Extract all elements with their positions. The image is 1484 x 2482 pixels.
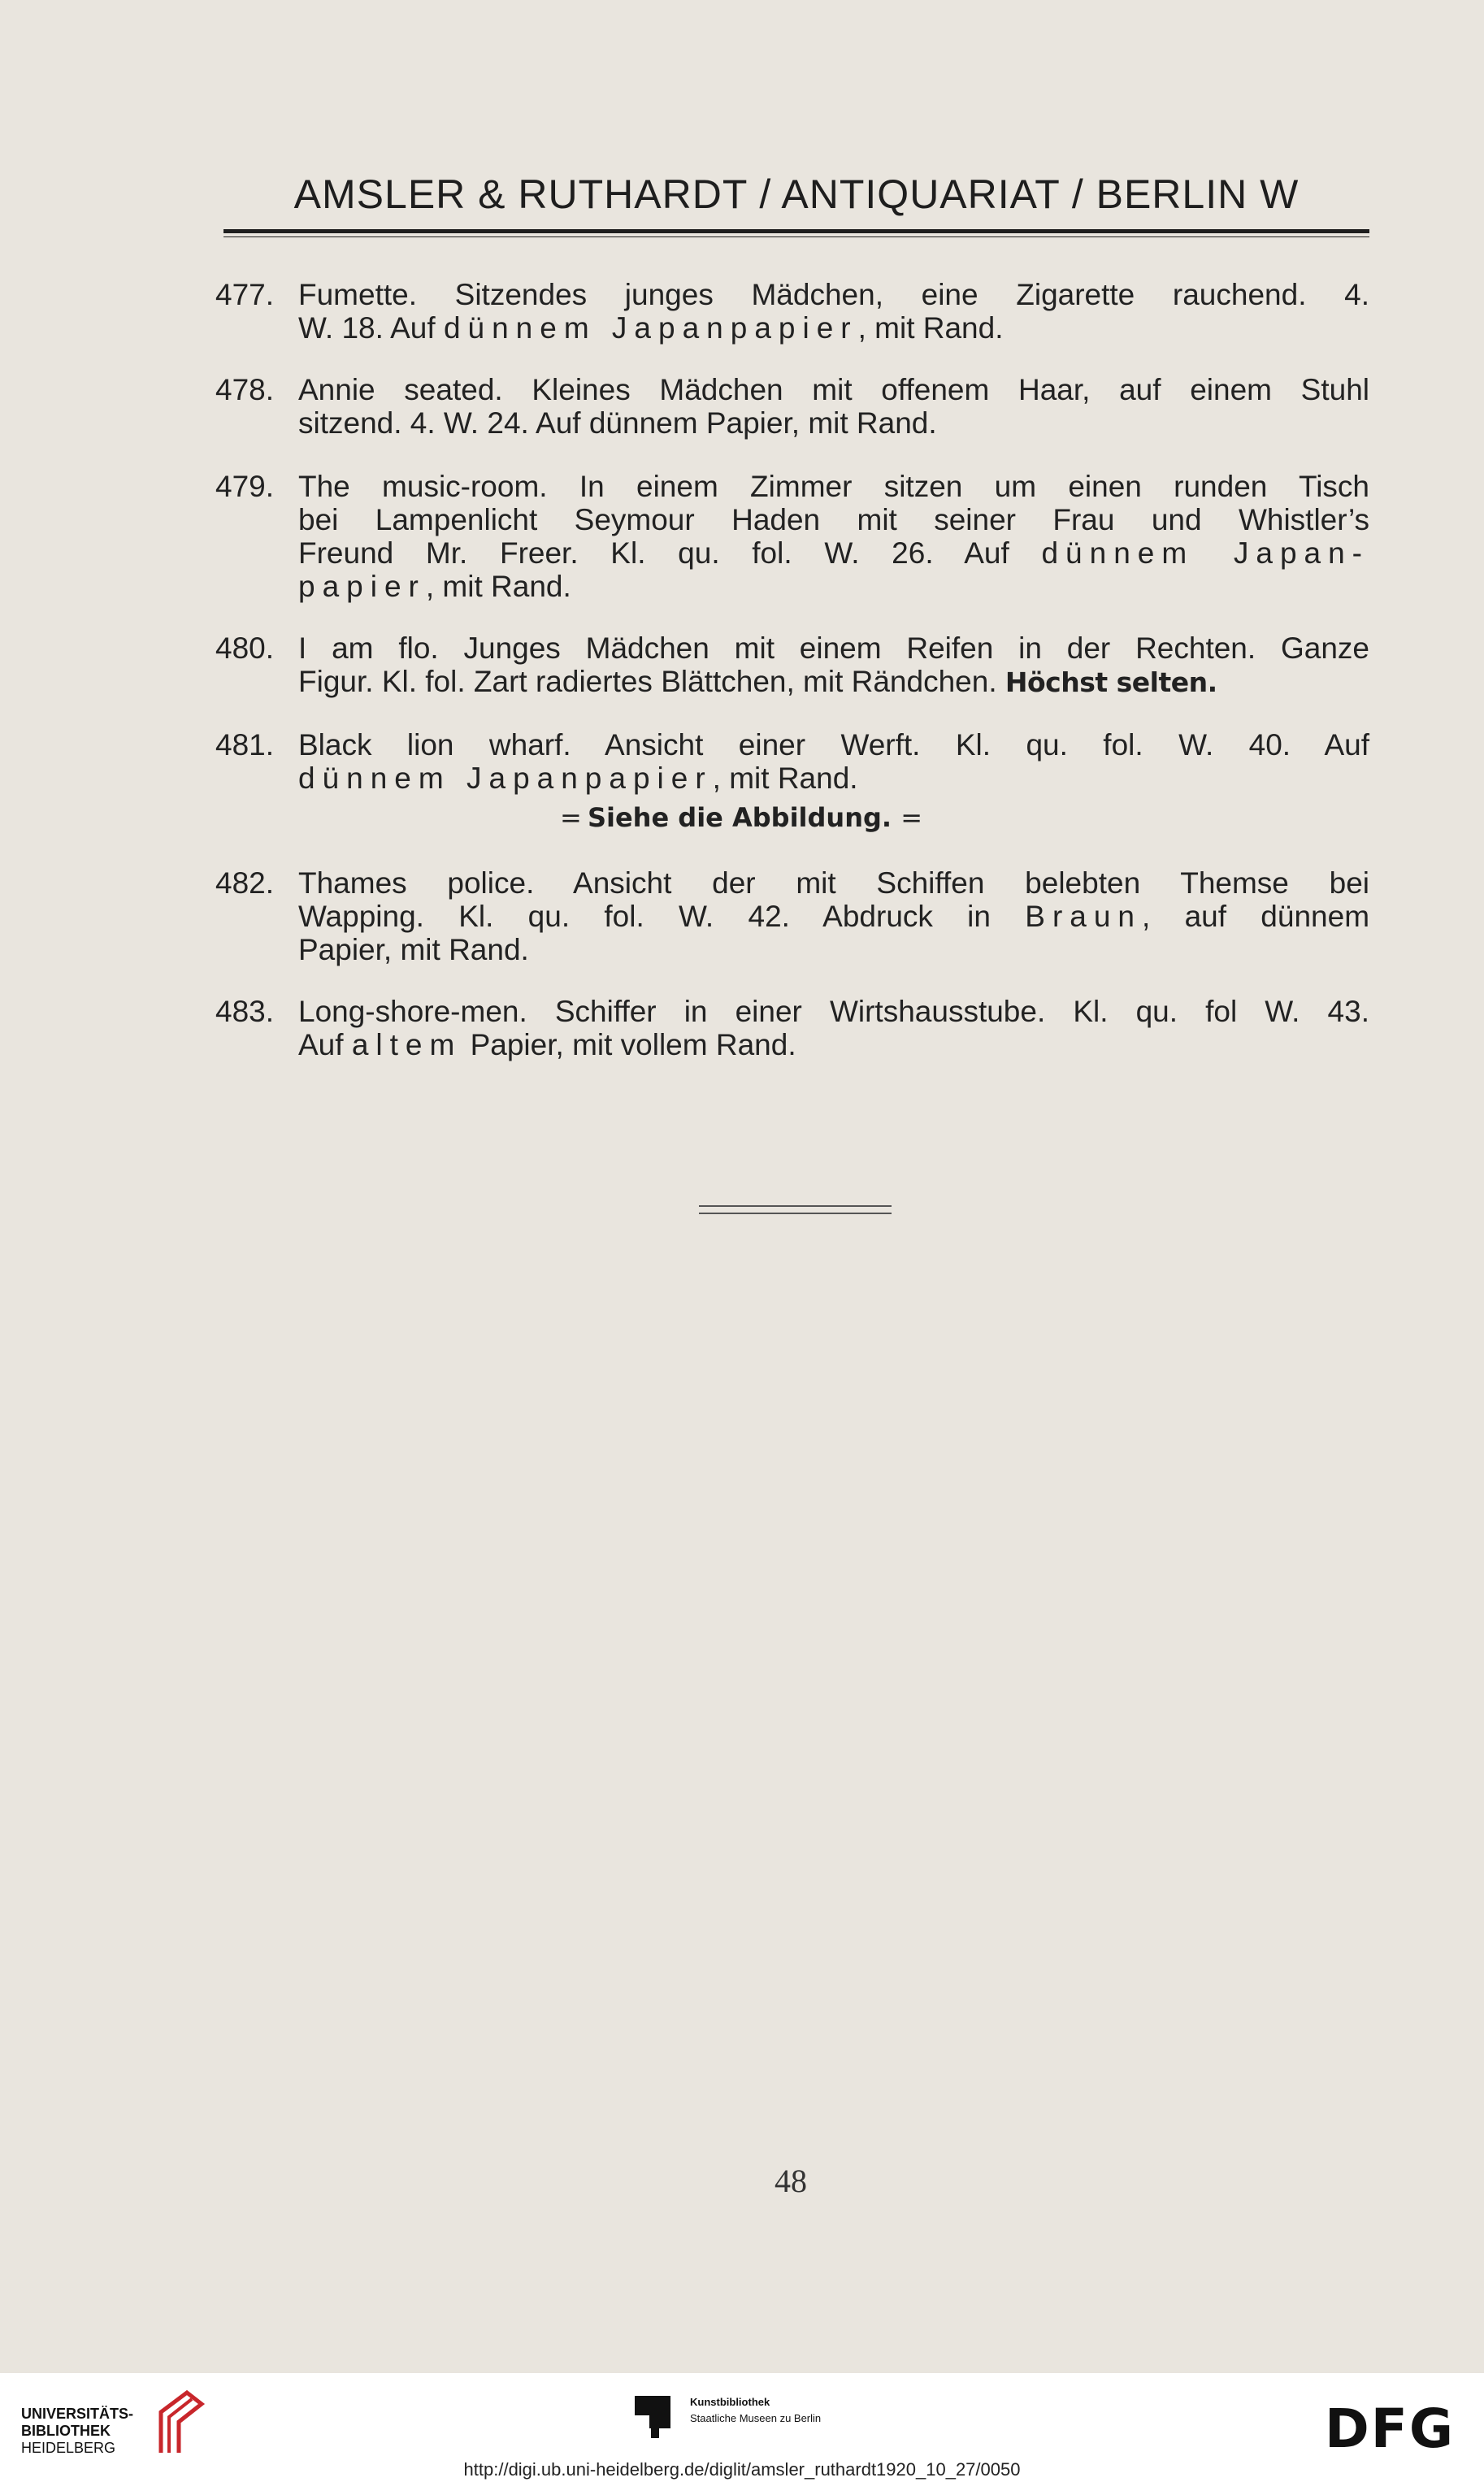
entry-text xyxy=(298,728,1369,795)
entry-text-segment: Freund Mr. Freer. Kl. qu. fol. W. 26. Auf xyxy=(298,536,1042,570)
entry-line xyxy=(298,570,1369,603)
university-library-icon xyxy=(154,2388,206,2458)
entry-text-segment: Figur. Kl. fol. Zart radiertes Blättchen, mit Rändchen. xyxy=(298,665,1005,698)
entry-line xyxy=(298,470,1369,503)
catalog-entry xyxy=(215,373,1369,440)
entry-text-segment: Papier, mit vollem Rand. xyxy=(462,1028,796,1061)
university-library-logo-text xyxy=(21,2406,133,2457)
entry-text-segment: Annie seated. Kleines Mädchen mit offenem Haar, auf einem Stuhl xyxy=(298,373,1369,406)
entry-text xyxy=(298,278,1369,345)
catalog-entry xyxy=(215,995,1369,1061)
entry-text-segment: Papier, mit Rand. xyxy=(298,933,529,966)
uni-line-1: UNIVERSITÄTS- xyxy=(21,2406,134,2422)
entry-text-segment: Auf xyxy=(298,1028,352,1061)
source-url[interactable]: http://digi.ub.uni-heidelberg.de/diglit/amsler_ruthardt1920_10_27/0050 xyxy=(463,2459,1021,2480)
catalog-entry xyxy=(215,278,1369,345)
kunstbibliothek-text xyxy=(690,2394,821,2427)
entry-number: 483. xyxy=(215,995,275,1028)
spaced-text: dünnem Japanpapier xyxy=(443,311,858,345)
header-rule-thick xyxy=(223,229,1369,233)
section-divider-top xyxy=(699,1205,892,1207)
catalog-entry xyxy=(215,866,1369,966)
entry-text-segment: I am flo. Junges Mädchen mit einem Reifen in der Rechten. Ganze xyxy=(298,631,1369,665)
entry-line xyxy=(298,536,1369,570)
catalog-entry xyxy=(215,470,1369,603)
entry-line xyxy=(298,762,1369,795)
entry-number: 481. xyxy=(215,728,275,762)
entry-line xyxy=(298,278,1369,311)
entry-text-segment: W. 18. Auf xyxy=(298,311,444,345)
spaced-text: altem xyxy=(351,1028,462,1061)
entry-line xyxy=(298,665,1369,699)
entry-line xyxy=(298,503,1369,536)
entry-number: 479. xyxy=(215,470,275,503)
entry-text-segment: bei Lampenlicht Seymour Haden mit seiner Frau und Whistler’s xyxy=(298,503,1369,536)
note-right-dash: = xyxy=(900,802,919,833)
entry-line xyxy=(298,373,1369,406)
entry-number: 477. xyxy=(215,278,275,311)
entry-line xyxy=(298,631,1369,665)
entry-text xyxy=(298,995,1369,1061)
spaced-text: dünnem Japan- xyxy=(1041,536,1369,570)
entry-text xyxy=(298,470,1369,603)
entry-line xyxy=(298,933,1369,966)
spaced-text: dünnem Japanpapier xyxy=(298,762,713,795)
header-rule-thin xyxy=(223,236,1369,237)
entry-line xyxy=(298,406,1369,440)
entry-text xyxy=(298,866,1369,966)
page-header: AMSLER & RUTHARDT / ANTIQUARIAT / BERLIN W xyxy=(293,171,1300,217)
entry-text-segment: The music-room. In einem Zimmer sitzen um einen runden Tisch xyxy=(298,470,1369,503)
entry-line xyxy=(298,995,1369,1028)
emphasis-text: Höchst selten. xyxy=(1005,666,1217,698)
entry-text-segment: sitzend. 4. W. 24. Auf dünnem Papier, mit Rand. xyxy=(298,406,937,440)
entry-text-segment: Black lion wharf. Ansicht einer Werft. Kl. qu. fol. W. 40. Auf xyxy=(298,728,1369,762)
catalog-entry xyxy=(215,631,1369,699)
dfg-logo: DFG xyxy=(1325,2397,1456,2460)
entry-text xyxy=(298,373,1369,440)
page-number: 48 xyxy=(775,2163,807,2199)
spaced-text: Braun xyxy=(1025,900,1143,933)
uni-line-2: BIBLIOTHEK xyxy=(21,2423,111,2439)
illustration-note xyxy=(488,802,992,833)
entry-line xyxy=(298,311,1369,345)
entry-text-segment: Thames police. Ansicht der mit Schiffen belebten Themse bei xyxy=(298,866,1369,900)
entry-text-segment: Wapping. Kl. qu. fol. W. 42. Abdruck in xyxy=(298,900,1026,933)
kb-line-2: Staatliche Museen zu Berlin xyxy=(690,2412,822,2424)
spaced-text: papier xyxy=(298,570,426,603)
entry-text-segment: , mit Rand. xyxy=(857,311,1004,345)
entry-text-segment: , mit Rand. xyxy=(425,570,571,603)
note-text: Siehe die Abbildung. xyxy=(587,802,892,833)
section-divider-bottom xyxy=(699,1213,892,1214)
entry-text-segment: Fumette. Sitzendes junges Mädchen, eine Zigarette rauchend. 4. xyxy=(298,278,1369,311)
entry-line xyxy=(298,866,1369,900)
entry-number: 480. xyxy=(215,631,275,665)
entry-text-segment: Long-shore-men. Schiffer in einer Wirtshausstube. Kl. qu. fol W. 43. xyxy=(298,995,1369,1028)
entry-line xyxy=(298,900,1369,933)
entry-line xyxy=(298,728,1369,762)
catalog-entry xyxy=(215,728,1369,795)
uni-line-3: HEIDELBERG xyxy=(21,2440,116,2456)
kunstbibliothek-icon xyxy=(635,2396,670,2438)
entry-number: 478. xyxy=(215,373,275,406)
entry-text-segment: , mit Rand. xyxy=(712,762,858,795)
entry-number: 482. xyxy=(215,866,275,900)
kb-line-1: Kunstbibliothek xyxy=(690,2396,770,2408)
entry-text-segment: , auf dünnem xyxy=(1142,900,1370,933)
entry-text xyxy=(298,631,1369,699)
note-left-dash: = xyxy=(559,802,579,833)
entry-line xyxy=(298,1028,1369,1061)
